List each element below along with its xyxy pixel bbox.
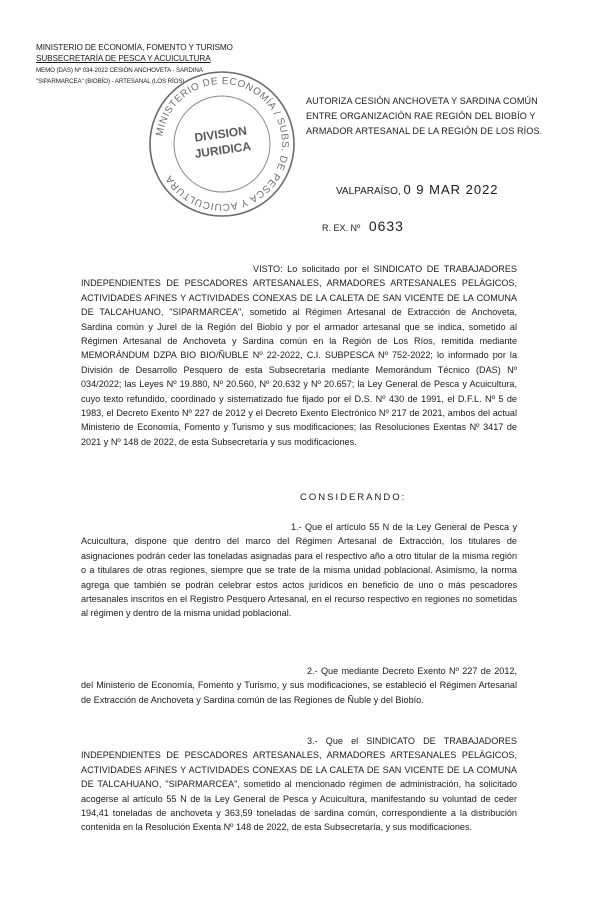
resolution-number: 0633 — [368, 218, 404, 234]
date-place: VALPARAÍSO, — [336, 186, 401, 197]
stamp-center-line2: JURIDICA — [193, 139, 252, 161]
considerando-1: 1.- Que el artículo 55 N de la Ley General de Pesca y Acuicultura, dispone que dentro del marco del Régimen Artesanal de Extracción, los titulares de asignaciones podrán ceder las toneladas asignadas para el respectivo año a otro titular de la misma región o a titulares de otras regiones, siempre que se trate de la misma unidad poblacional. Asimismo, la norma agrega que también se podrán celebrar estos actos jurídicos en beneficio de uno o más pescadores artesanales inscritos en el Registro Pesquero Artesanal, en el recurso respectivo en regiones no sometidas al régimen y dentro de la misma unidad poblacional. — [81, 522, 517, 619]
header-ministry: MINISTERIO DE ECONOMÍA, FOMENTO Y TURISMO — [36, 43, 233, 52]
date-line — [336, 182, 499, 197]
stamp-center-line1: DIVISION — [193, 123, 248, 145]
division-juridica-stamp — [146, 68, 298, 220]
header-subsecretaria: SUBSECRETARÍA DE PESCA Y ACUICULTURA — [36, 54, 211, 63]
header-memo-detail: "SIPARMARCEA" (BIOBÍO) - ARTESANAL (LOS RÍOS) — [36, 78, 185, 85]
resolution-label: R. EX. Nº — [322, 223, 361, 233]
document-title: AUTORIZA CESIÓN ANCHOVETA Y SARDINA COMÚN ENTRE ORGANIZACIÓN RAE REGIÓN DEL BIOBÍO Y ARMADOR ARTESANAL DE LA REGIÓN DE LOS RÍOS. — [306, 96, 543, 136]
considerando-2: 2.- Que mediante Decreto Exento Nº 227 de 2012, del Ministerio de Economía, Fomento y Turismo, y sus modificaciones, se estableció el Régimen Artesanal de Extracción de Anchoveta y Sardina común de las Regiones de Ñuble y del Biobío. — [81, 666, 517, 705]
date-value: 0 9 MAR 2022 — [403, 182, 499, 197]
header-memo: MEMO (DAS) Nº 034-2022 CESIÓN ANCHOVETA - SARDINA — [36, 67, 203, 74]
considerando-3: 3.- Que el SINDICATO DE TRABAJADORES INDEPENDIENTES DE PESCADORES ARTESANALES, ARMADORES ARTESANALES PELÁGICOS, ACTIVIDADES AFINES Y ACTIVIDADES CONEXAS DE LA CALETA DE SAN VICENTE DE LA COMUNA DE TALCAHUANO, "SIPARMARCEA", sometido al mencionado régimen de administración, ha solicitado acogerse al artículo 55 N de la Ley General de Pesca y Acuicultura, manifestando su voluntad de ceder 194,41 toneladas de anchoveta y 363,59 toneladas de sardina común, correspondiente a la distribución contenida en la Resolución Exenta Nº 148 de 2022, de esta Subsecretaría, y sus modificaciones. — [81, 736, 517, 833]
stamp-seal — [146, 68, 298, 220]
resolution-number-line — [322, 218, 404, 234]
stamp-ring-text: MINISTERIO DE ECONOMÍA / SUBS. DE PESCA Y ACUICULTURA — [154, 75, 291, 213]
visto-paragraph: VISTO: Lo solicitado por el SINDICATO DE TRABAJADORES INDEPENDIENTES DE PESCADORES ARTESANALES, ARMADORES ARTESANALES PELÁGICOS, ACTIVIDADES AFINES Y ACTIVIDADES CONEXAS DE LA CALETA DE SAN VICENTE DE LA COMUNA DE TALCAHUANO, "SIPARMARCEA", sometido al Régimen Artesanal de Extracción de Anchoveta, Sardina común y Jurel de la Región del Biobío y por el armador artesanal que se indica, sometido al Régimen Artesanal de Anchoveta y Sardina común en la Región de Los Ríos, remitida mediante MEMORÁNDUM DZPA BIO BIO/ÑUBLE Nº 22-2022, C.I. SUBPESCA Nº 752-2022; lo informado por la División de Desarrollo Pesquero de esta Subsecretaría mediante Memorándum Técnico (DAS) Nº 034/2022; las Leyes Nº 19.880, Nº 20.560, Nº 20.632 y Nº 20.657; la Ley General de Pesca y Acuicultura, cuyo texto refundido, coordinado y sistematizado fue fijado por el D.S. Nº 430 de 1991, el D.F.L. Nº 5 de 1983, el Decreto Exento Nº 227 de 2012 y el Decreto Exento Electrónico Nº 217 de 2021, ambos del actual Ministerio de Economía, Fomento y Turismo y sus modificaciones; las Resoluciones Exentas Nº 3417 de 2021 y Nº 148 de 2022, de esta Subsecretaría y sus modificaciones. — [81, 264, 517, 447]
considerando-heading: CONSIDERANDO: — [300, 492, 407, 503]
